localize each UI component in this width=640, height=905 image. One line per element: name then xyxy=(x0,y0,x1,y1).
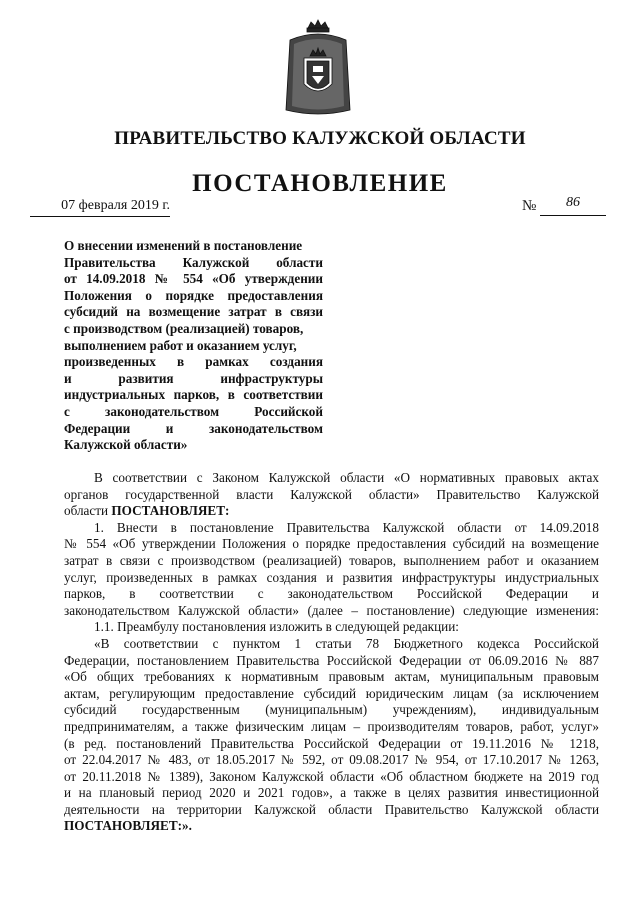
subject-line: от 14.09.2018 № 554 «Об утверждении xyxy=(64,271,323,287)
document-type-heading: ПОСТАНОВЛЕНИЕ xyxy=(192,170,448,197)
body-line: В соответствии с Законом Калужской области «О нормативных правовых актах xyxy=(94,470,599,485)
subject-line: с производством (реализацией) товаров, xyxy=(64,320,304,336)
document-number: 86 xyxy=(540,195,606,216)
subject-line: Правительства Калужской области xyxy=(64,254,323,270)
subject-line: индустриальных парков, в соответствии xyxy=(64,387,323,403)
body-line: законодательством Калужской области» (далее – постановление) следующие изменения: xyxy=(64,602,599,618)
subject-line: субсидий на возмещение затрат в связи xyxy=(64,304,323,320)
resolves-keyword: ПОСТАНОВЛЯЕТ: xyxy=(111,503,230,519)
body-line: (в ред. постановлений Правительства Российской Федерации от 19.11.2016 № 1218, xyxy=(64,735,599,751)
document-subject xyxy=(64,238,323,454)
body-line: № 554 «Об утверждении Положения о порядке предоставления субсидий на возмещение xyxy=(64,536,599,552)
body-line: затрат в связи с производством (реализацией) товаров, выполнением работ и оказанием xyxy=(64,552,599,568)
body-line-text: области xyxy=(64,503,112,519)
body-line xyxy=(64,818,599,835)
subject-line: О внесении изменений в постановление xyxy=(64,238,303,253)
government-title: ПРАВИТЕЛЬСТВО КАЛУЖСКОЙ ОБЛАСТИ xyxy=(114,128,526,149)
body-line: 1.1. Преамбулу постановления изложить в следующей редакции: xyxy=(94,619,459,635)
subject-line: Калужской области» xyxy=(64,437,188,453)
body-line: органов государственной власти Калужской области» Правительство Калужской xyxy=(64,486,599,502)
subject-line: Федерации и законодательством xyxy=(64,420,323,436)
body-line xyxy=(64,503,599,520)
document-body xyxy=(64,470,599,835)
subject-line: выполнением работ и оказанием услуг, xyxy=(64,337,297,353)
body-line: от 22.04.2017 № 483, от 18.05.2017 № 592, от 09.08.2017 № 954, от 17.10.2017 № 1263, xyxy=(64,752,599,768)
subject-line: с законодательством Российской xyxy=(64,403,323,419)
body-line: Федерации, постановлением Правительства Российской Федерации от 06.09.2016 № 887 xyxy=(64,652,599,668)
resolves-keyword: ПОСТАНОВЛЯЕТ:». xyxy=(64,818,192,834)
body-line: парков, в соответствии с законодательством Российской Федерации и xyxy=(64,586,599,602)
body-line: субсидий государственным (муниципальным) учреждениям), индивидуальным xyxy=(64,702,599,718)
subject-line: и развития инфраструктуры xyxy=(64,370,323,386)
coat-of-arms-emblem xyxy=(280,18,356,118)
body-line: «Об общих требованиях к нормативным правовым актам, муниципальным правовым xyxy=(64,669,599,685)
subject-line: произведенных в рамках создания xyxy=(64,354,323,370)
body-line: деятельности на территории Калужской области Правительство Калужской области xyxy=(64,801,599,817)
number-label: № xyxy=(522,198,537,214)
body-line: от 20.11.2018 № 1389), Законом Калужской области «Об областном бюджете на 2019 год xyxy=(64,768,599,784)
body-line: услуг, произведенных в рамках создания и развития инфраструктуры индустриальных xyxy=(64,569,599,585)
body-line: «В соответствии с пунктом 1 статьи 78 Бюджетного кодекса Российской xyxy=(94,635,599,651)
body-line: предпринимателям, а также физическим лицам – производителям товаров, работ, услуг» xyxy=(64,718,599,734)
body-line: 1. Внести в постановление Правительства Калужской области от 14.09.2018 xyxy=(94,519,599,535)
body-line: и на плановый период 2020 и 2021 годов», а также в целях развития инвестиционной xyxy=(64,785,599,801)
document-date: 07 февраля 2019 г. xyxy=(30,198,170,217)
subject-line: Положения о порядке предоставления xyxy=(64,287,323,303)
body-line: актам, регулирующим предоставление субсидий юридическим лицам (за исключением xyxy=(64,685,599,701)
